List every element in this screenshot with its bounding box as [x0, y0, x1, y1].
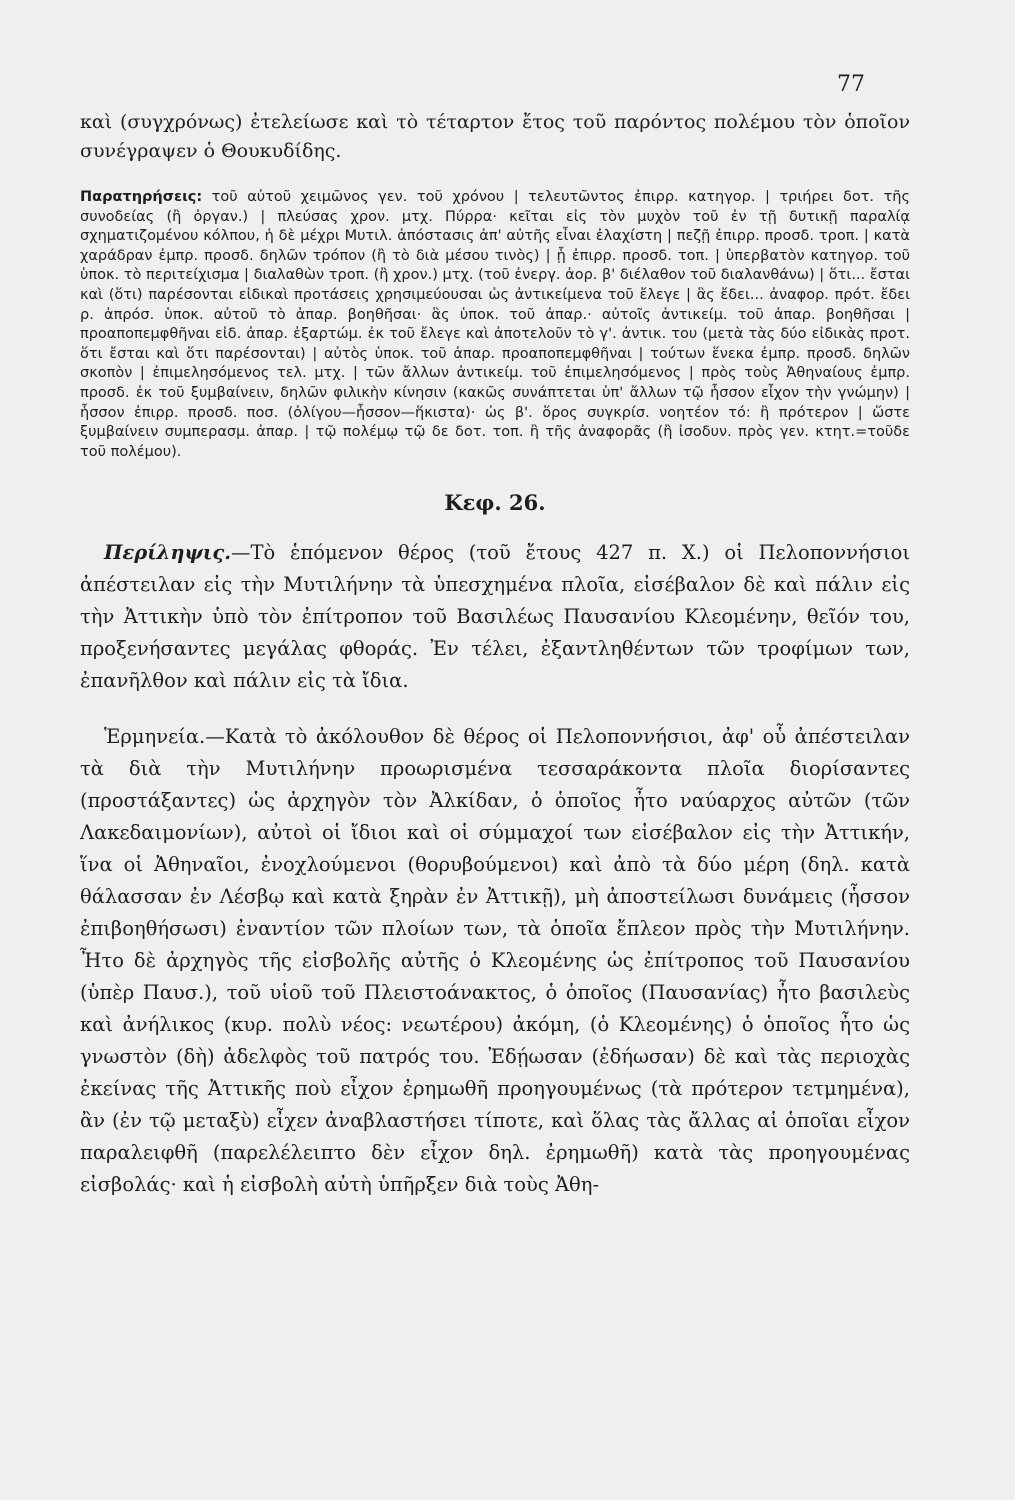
chapter-heading: Κεφ. 26. — [444, 490, 546, 516]
interpretation-label: Ἑρμηνεία. — [104, 725, 206, 749]
notes-paragraph — [80, 188, 910, 462]
notes-text: τοῦ αὐτοῦ χειμῶνος γεν. τοῦ χρόνου | τελευτῶντος ἐπιρρ. κατηγορ. | τριήρει δοτ. τῆς συνοδείας (ἢ ὀργαν.) | πλεύσας χρον. μτχ. Πύρρα· κεῖται εἰς τὸν μυχὸν τοῦ ἐν τῇ δυτικῇ παραλίᾳ σχηματιζομένου κόλπου, ἡ δὲ μέχρι Μυτιλ. ἀπόστασις ἀπ' αὐτῆς εἶναι ἐλαχίστη | πεζῇ ἐπιρρ. προσδ. τροπ. | κατὰ χαράδραν ἐμπρ. προσδ. δηλῶν τρόπον (ἢ τὸ διὰ μέσου τινὸς) | ᾗ ἐπιρρ. προσδ. τοπ. | ὑπερβατὸν κατηγορ. τοῦ ὑποκ. τὸ περιτείχισμα | διαλαθὼν τροπ. (ἢ χρον.) μτχ. (τοῦ ἐνεργ. ἀορ. β' διέλαθον τοῦ διαλανθάνω) | ὅτι... ἔσται καὶ (ὅτι) παρέσονται εἰδικαὶ προτάσεις χρησιμεύουσαι ὡς ἀντικείμενα τοῦ ἔλεγε | ἃς ἔδει... ἀναφορ. πρότ. ἔδει ρ. ἀπρόσ. ὑποκ. αὐτοῦ τὸ ἀπαρ. βοηθῆσαι· ἃς ὑποκ. τοῦ ἀπαρ.· αὐτοῖς ἀντικείμ. τοῦ ἀπαρ. βοηθῆσαι | προαποπεμφθῆναι εἰδ. ἀπαρ. ἐξαρτώμ. ἐκ τοῦ ἔλεγε καὶ ἀποτελοῦν τὸ γ'. ἀντικ. του (μετὰ τὰς δύο εἰδικὰς προτ. ὅτι ἔσται καὶ ὅτι παρέσονται) | αὐτὸς ὑποκ. τοῦ ἀπαρ. προαποπεμφθῆναι | τούτων ἕνεκα ἐμπρ. προσδ. δηλῶν σκοπὸν | ἐπιμελησόμενος τελ. μτχ. | τῶν ἄλλων ἀντικείμ. τοῦ ἐπιμελησόμενος | πρὸς τοὺς Ἀθηναίους ἐμπρ. προσδ. ἐκ τοῦ ξυμβαίνειν, δηλῶν φιλικὴν κίνησιν (κακῶς συνάπτεται ὑπ' ἄλλων τῷ ἧσσον εἶχον τὴν γνώμην) | ἧσσον ἐπιρρ. προσδ. ποσ. (ὀλίγου—ἧσσον—ἥκιστα)· ὡς β'. ὅρος συγκρίσ. νοητέον τό: ἢ πρότερον | ὥστε ξυμβαίνειν συμπερασμ. ἀπαρ. | τῷ πολέμῳ τῷ δε δοτ. τοπ. ἢ τῆς ἀναφορᾶς (ἢ ἰσοδυν. πρὸς γεν. κτητ.=τοῦδε τοῦ πολέμου). — [80, 189, 911, 460]
summary-text: —Τὸ ἑπόμενον θέρος (τοῦ ἔτους 427 π. Χ.) οἱ Πελοποννήσιοι ἀπέστειλαν εἰς τὴν Μυτιλήνην τὰ ὑπεσχημένα πλοῖα, εἰσέβαλον δὲ καὶ πάλιν εἰς τὴν Ἀττικὴν ὑπὸ τὸν ἐπίτροπον τοῦ Βασιλέως Παυσανίου Κλεομένην, θεῖόν του, προξενήσαντες μεγάλας φθοράς. Ἐν τέλει, ἐξαντληθέντων τῶν τροφίμων των, ἐπανῆλθον καὶ πάλιν εἰς τὰ ἴδια. — [80, 541, 910, 693]
intro-paragraph: καὶ (συγχρόνως) ἐτελείωσε καὶ τὸ τέταρτον ἔτος τοῦ παρόντος πολέμου τὸν ὁποῖον συνέγραψεν ὁ Θουκυδίδης. — [80, 111, 910, 162]
summary-paragraph — [80, 537, 910, 697]
page-content — [80, 108, 910, 1225]
page-number: 77 — [837, 72, 865, 97]
interpretation-paragraph — [80, 721, 910, 1201]
summary-label: Περίληψις. — [104, 541, 231, 565]
notes-label: Παρατηρήσεις: — [80, 189, 203, 205]
interpretation-text: —Κατὰ τὸ ἀκόλουθον δὲ θέρος οἱ Πελοποννήσιοι, ἀφ' οὗ ἀπέστειλαν τὰ διὰ τὴν Μυτιλήνην προωρισμένα τεσσαράκοντα πλοῖα διορίσαντες (προστάξαντες) ὡς ἀρχηγὸν τὸν Ἀλκίδαν, ὁ ὁποῖος ἦτο ναύαρχος αὐτῶν (τῶν Λακεδαιμονίων), αὐτοὶ οἱ ἴδιοι καὶ οἱ σύμμαχοί των εἰσέβαλον εἰς τὴν Ἀττικήν, ἵνα οἱ Ἀθηναῖοι, ἐνοχλούμενοι (θορυβούμενοι) καὶ ἀπὸ τὰ δύο μέρη (δηλ. κατὰ θάλασσαν ἐν Λέσβῳ καὶ κατὰ ξηρὰν ἐν Ἀττικῇ), μὴ ἀποστείλωσι δυνάμεις (ἧσσον ἐπιβοηθήσωσι) ἐναντίον τῶν πλοίων των, τὰ ὁποῖα ἔπλεον πρὸς τὴν Μυτιλήνην. Ἦτο δὲ ἀρχηγὸς τῆς εἰσβολῆς αὐτῆς ὁ Κλεομένης ὡς ἐπίτροπος τοῦ Παυσανίου (ὑπὲρ Παυσ.), τοῦ υἱοῦ τοῦ Πλειστοάνακτος, ὁ ὁποῖος (Παυσανίας) ἦτο βασιλεὺς καὶ ἀνήλικος (κυρ. πολὺ νέος: νεωτέρου) ἀκόμη, (ὁ Κλεομένης) ὁ ὁποῖος ἦτο ὡς γνωστὸν (δὴ) ἀδελφὸς τοῦ πατρός του. Ἐδῄωσαν (ἐδήωσαν) δὲ καὶ τὰς περιοχὰς ἐκείνας τῆς Ἀττικῆς ποὺ εἶχον ἐρημωθῆ προηγουμένως (τὰ πρότερον τετμημένα), ἂν (ἐν τῷ μεταξὺ) εἶχεν ἀναβλαστήσει τίποτε, καὶ ὅλας τὰς ἄλλας αἱ ὁποῖαι εἶχον παραλειφθῆ (παρελέλειπτο δὲν εἶχον δηλ. ἐρημωθῆ) κατὰ τὰς προηγουμένας εἰσβολάς· καὶ ἡ εἰσβολὴ αὐτὴ ὑπῆρξεν διὰ τοὺς Ἀθη- — [80, 725, 910, 1197]
